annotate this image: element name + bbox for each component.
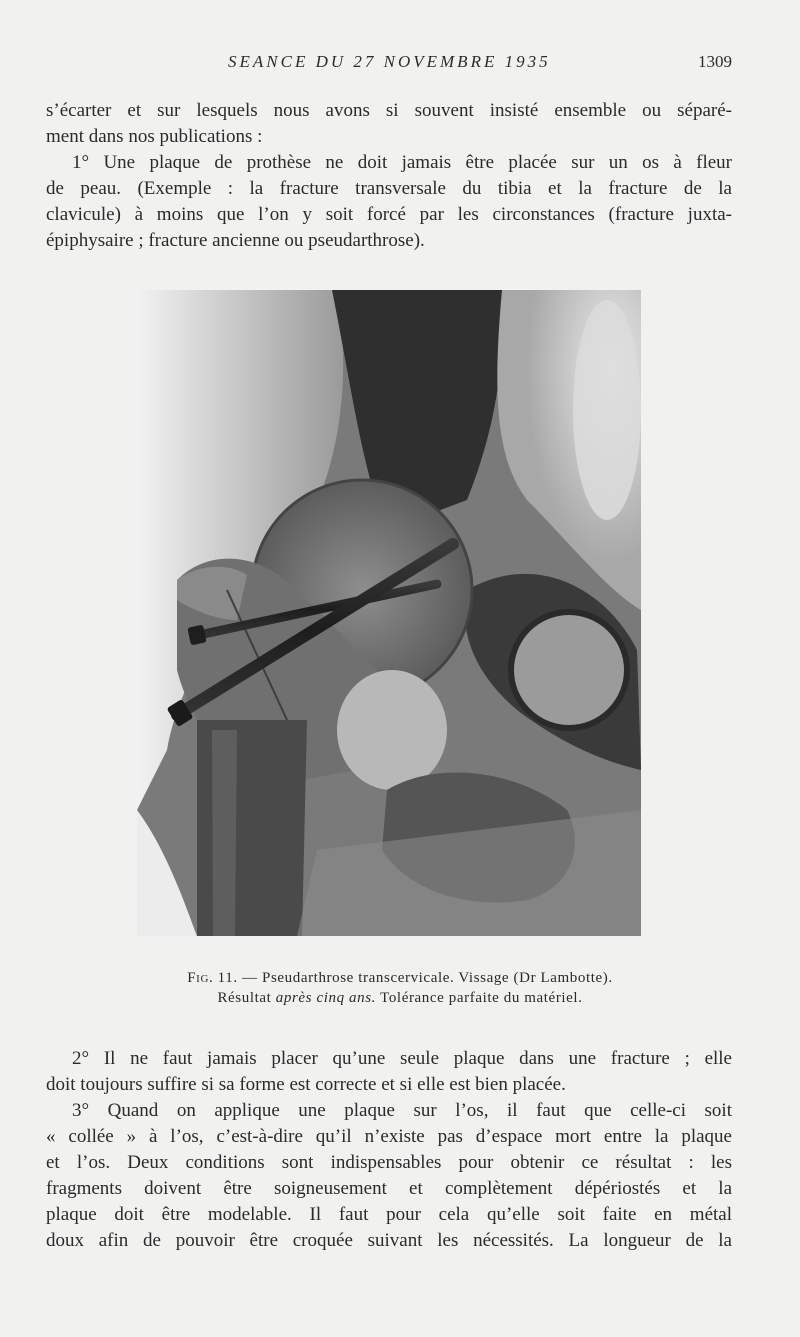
caption-text: Tolérance parfaite du matériel.: [380, 990, 583, 1006]
text-line: plaque doit être modelable. Il faut pour cela qu’elle soit faite en métal: [46, 1204, 732, 1225]
header-title: SEANCE DU 27 NOVEMBRE 1935: [228, 52, 551, 71]
running-header: [0, 52, 800, 76]
text-line: doit toujours suffire si sa forme est correcte et si elle est bien placée.: [46, 1074, 566, 1095]
figure-caption-line-2: [0, 988, 800, 1008]
figure-caption-line-1: [0, 968, 800, 988]
caption-text: — Pseudarthrose transcervicale. Vissage (Dr Lambotte).: [242, 970, 613, 986]
xray-figure: [137, 290, 641, 936]
text-line: et l’os. Deux conditions sont indispensables pour obtenir ce résultat : les: [46, 1152, 732, 1173]
caption-emphasis: après cinq ans.: [275, 990, 377, 1006]
text-line: fragments doivent être soigneusement et complètement dépériostés et la: [46, 1178, 732, 1199]
text-line: « collée » à l’os, c’est-à-dire qu’il n’existe pas d’espace mort entre la plaque: [46, 1126, 732, 1147]
text-line: de peau. (Exemple : la fracture transversale du tibia et la fracture de la: [46, 178, 732, 199]
text-line: ment dans nos publications :: [46, 126, 263, 147]
top-paragraphs: [46, 98, 732, 254]
bottom-paragraphs: [46, 1046, 732, 1254]
text-line: s’écarter et sur lesquels nous avons si souvent insisté ensemble ou séparé-: [46, 100, 732, 121]
text-line: 3° Quand on applique une plaque sur l’os, il faut que celle-ci soit: [72, 1100, 732, 1121]
text-line: doux afin de pouvoir être croquée suivant les nécessités. La longueur de la: [46, 1230, 732, 1251]
xray-image: [137, 290, 641, 936]
page-number: 1309: [698, 52, 732, 71]
text-line: 1° Une plaque de prothèse ne doit jamais être placée sur un os à fleur: [72, 152, 732, 173]
text-line: épiphysaire ; fracture ancienne ou pseudarthrose).: [46, 230, 425, 251]
text-line: 2° Il ne faut jamais placer qu’une seule plaque dans une fracture ; elle: [72, 1048, 732, 1069]
figure-label: Fig. 11.: [187, 970, 238, 986]
text-line: clavicule) à moins que l’on y soit forcé par les circonstances (fracture juxta-: [46, 204, 732, 225]
caption-text: Résultat: [217, 990, 272, 1006]
